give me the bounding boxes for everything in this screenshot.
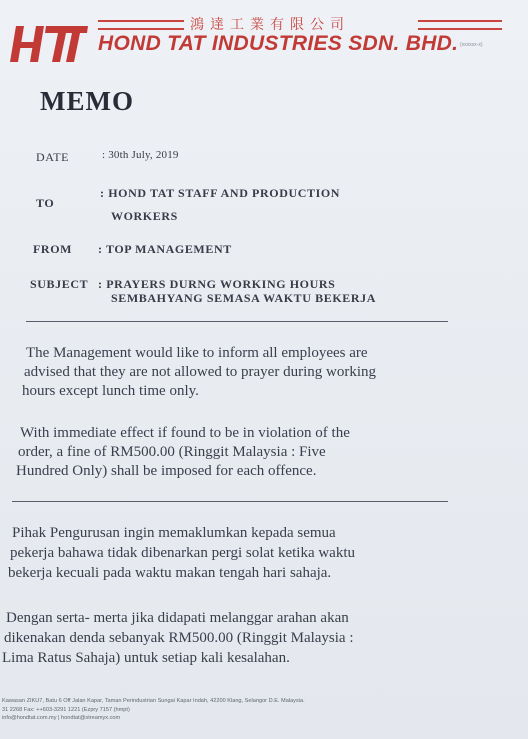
language-divider [12, 501, 448, 502]
letterhead [10, 8, 515, 70]
footer-email: info@hondtat.com.my | hondtat@streamyx.com [2, 715, 121, 721]
footer-address: Kawasan ZIKU7, Batu 6 Off Jalan Kapar, Taman Perindustrian Sungai Kapar Indah, 42200 Klang, Selangor D.E. Malaysia. [2, 698, 305, 704]
subject-label: SUBJECT [30, 277, 89, 291]
letterhead-rule-right [418, 20, 502, 30]
company-chinese-name: 鴻達工業有限公司 [190, 17, 350, 33]
english-paragraph-1-line-1: The Management would like to inform all employees are [26, 345, 368, 361]
malay-paragraph-1-line-2: pekerja bahawa tidak dibenarkan pergi solat ketika waktu [10, 545, 356, 561]
letterhead-rule-left [98, 20, 184, 30]
header-divider [26, 321, 448, 322]
company-name: HOND TAT INDUSTRIES SDN. BHD. [98, 32, 459, 55]
to-label: TO [36, 196, 55, 210]
malay-paragraph-2-line-2: dikenakan denda sebanyak RM500.00 (Ringgit Malaysia : [4, 630, 354, 646]
from-value: : TOP MANAGEMENT [98, 242, 232, 256]
date-label: DATE [36, 150, 70, 164]
from-label: FROM [33, 242, 73, 256]
malay-paragraph-1-line-1: Pihak Pengurusan ingin memaklumkan kepada semua [12, 525, 336, 541]
english-paragraph-2-line-3: Hundred Only) shall be imposed for each offence. [16, 463, 317, 479]
english-paragraph-2-line-2: order, a fine of RM500.00 (Ringgit Malaysia : Five [18, 444, 326, 460]
company-registration: (xxxxxx-x) [460, 42, 483, 48]
company-logo [10, 18, 90, 68]
date-value: : 30th July, 2019 [102, 149, 179, 161]
malay-paragraph-2-line-1: Dengan serta- merta jika didapati melanggar arahan akan [6, 610, 349, 626]
malay-paragraph-1-line-3: bekerja kecuali pada waktu makan tengah hari sahaja. [8, 565, 332, 581]
english-paragraph-2-line-1: With immediate effect if found to be in violation of the [20, 425, 350, 441]
logo-text: HTI [10, 18, 12, 19]
to-value-line1: : HOND TAT STAFF AND PRODUCTION [100, 186, 341, 200]
english-paragraph-1-line-2: advised that they are not allowed to prayer during working [24, 364, 376, 380]
memo-title: MEMO [40, 86, 134, 116]
subject-value-line1: : PRAYERS DURNG WORKING HOURS [98, 277, 336, 291]
to-value-line2: WORKERS [111, 209, 178, 223]
english-paragraph-1-line-3: hours except lunch time only. [22, 383, 199, 399]
footer-phone-fax: 31 2268 Fax: ++603-3291 1221 (Ezpry 7157 (hmpt) [2, 706, 130, 713]
letterhead-footer [2, 697, 522, 723]
malay-paragraph-2-line-3: Lima Ratus Sahaja) untuk setiap kali kesalahan. [2, 650, 290, 666]
subject-value-line2: SEMBAHYANG SEMASA WAKTU BEKERJA [111, 291, 376, 305]
